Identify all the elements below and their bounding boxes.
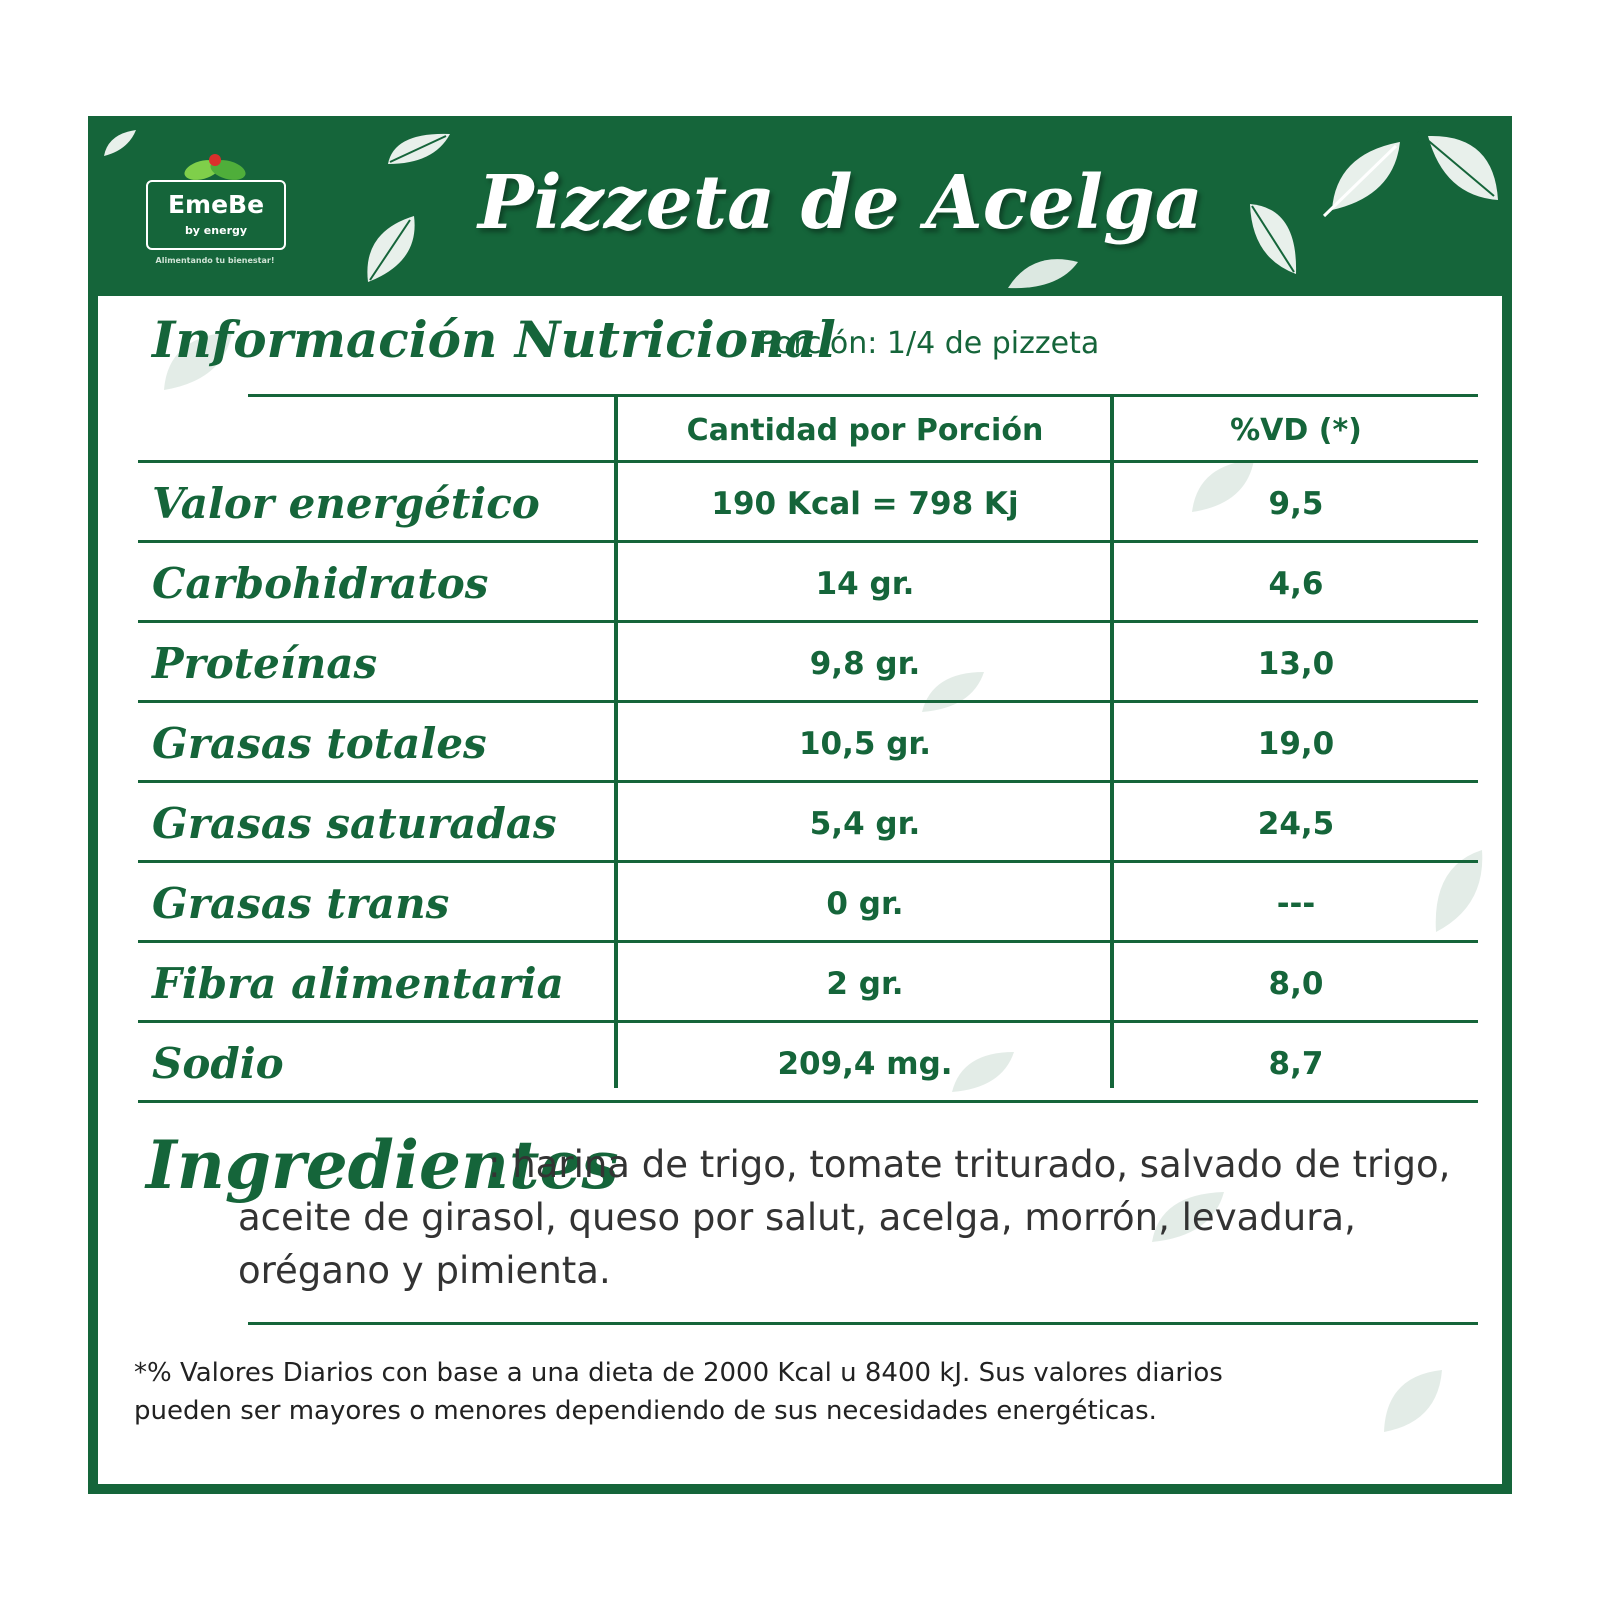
nutrient-vd: ---: [1276, 886, 1316, 922]
table-row: [98, 1024, 1502, 1104]
nutrition-card: [88, 116, 1512, 1494]
nutrient-label: Fibra alimentaria: [152, 959, 564, 1008]
chard-leaf-icon: [102, 128, 138, 158]
chard-leaf-icon: [1414, 130, 1504, 210]
nutrient-vd: 9,5: [1268, 486, 1324, 522]
chard-leaf-icon: [1322, 136, 1406, 218]
product-title: Pizzeta de Acelga: [478, 160, 1203, 246]
footnote-rule: [248, 1322, 1478, 1325]
table-row: [98, 944, 1502, 1024]
nutrient-amount: 0 gr.: [826, 886, 904, 922]
nutrient-label: Grasas saturadas: [152, 799, 557, 848]
brand-logo: [140, 150, 290, 280]
nutrient-label: Carbohidratos: [152, 559, 489, 608]
header-rule: [138, 460, 1478, 463]
nutrient-label: Grasas totales: [152, 719, 487, 768]
table-row: [98, 784, 1502, 864]
table-row: [98, 464, 1502, 544]
header-band: [98, 126, 1502, 296]
nutrient-vd: 24,5: [1257, 806, 1335, 842]
nutrient-amount: 9,8 gr.: [809, 646, 921, 682]
nutrient-vd: 4,6: [1268, 566, 1324, 602]
nutrient-amount: 10,5 gr.: [798, 726, 932, 762]
nutrient-amount: 190 Kcal = 798 Kj: [711, 486, 1019, 522]
nutrition-heading: Información Nutricional: [152, 310, 836, 369]
nutrient-label: Proteínas: [152, 639, 378, 688]
ingredients-heading: Ingredientes: [146, 1126, 619, 1204]
logo-tagline: Alimentando tu bienestar!: [155, 256, 275, 265]
logo-box: [146, 180, 286, 250]
nutrient-vd: 13,0: [1257, 646, 1335, 682]
nutrient-amount: 5,4 gr.: [809, 806, 921, 842]
logo-subtitle: by energy: [184, 224, 248, 237]
footnote-line: *% Valores Diarios con base a una dieta de 2000 Kcal u 8400 kJ. Sus valores diarios: [134, 1358, 1223, 1388]
chard-leaf-icon: [1002, 246, 1082, 292]
table-row: [98, 864, 1502, 944]
footnote: [134, 1354, 1494, 1430]
nutrient-label: Valor energético: [152, 479, 540, 528]
table-row: [98, 544, 1502, 624]
table-row: [98, 624, 1502, 704]
table-top-rule: [248, 394, 1478, 397]
column-header-amount: Cantidad por Porción: [686, 413, 1044, 448]
nutrient-label: Grasas trans: [152, 879, 450, 928]
chard-leaf-icon: [1240, 198, 1304, 278]
nutrient-vd: 19,0: [1257, 726, 1335, 762]
nutrient-vd: 8,7: [1268, 1046, 1324, 1082]
nutrient-amount: 14 gr.: [815, 566, 915, 602]
nutrient-vd: 8,0: [1268, 966, 1324, 1002]
chard-leaf-icon: [360, 212, 420, 286]
logo-name: EmeBe: [167, 190, 265, 219]
chard-leaf-icon: [384, 128, 454, 168]
nutrient-label: Sodio: [152, 1039, 284, 1088]
ingredients-text: : harina de trigo, tomate triturado, salvado de trigo, aceite de girasol, queso por salut, acelga, morrón, levadura, orégano y pimienta.: [238, 1143, 1451, 1292]
footnote-line: pueden ser mayores o menores dependiendo de sus necesidades energéticas.: [134, 1396, 1157, 1426]
nutrient-amount: 2 gr.: [826, 966, 904, 1002]
table-row: [98, 704, 1502, 784]
portion-size: Porción: 1/4 de pizzeta: [758, 326, 1100, 361]
nutrient-amount: 209,4 mg.: [777, 1046, 953, 1082]
column-header-vd: %VD (*): [1230, 413, 1362, 448]
logo-leaf-icon: [182, 150, 248, 184]
